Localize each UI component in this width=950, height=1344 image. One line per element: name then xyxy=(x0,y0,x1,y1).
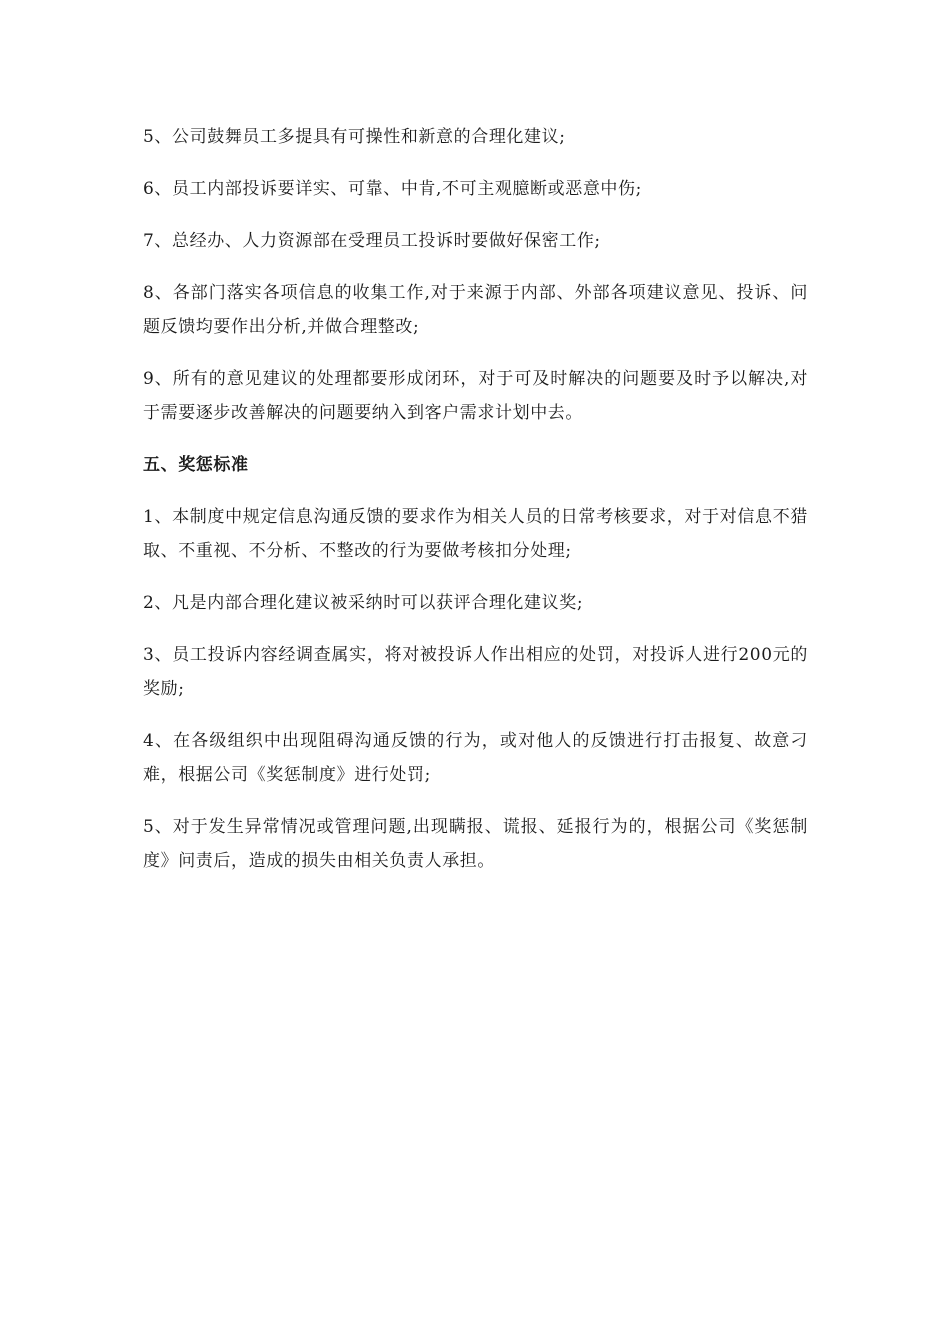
reward-item: 4、在各级组织中出现阻碍沟通反馈的行为，或对他人的反馈进行打击报复、故意刁难，根据公司《奖惩制度》进行处罚; xyxy=(143,731,808,785)
clause-item: 8、各部门落实各项信息的收集工作,对于来源于内部、外部各项建议意见、投诉、问题反馈均要作出分析,并做合理整改; xyxy=(143,283,808,337)
section-heading: 五、奖惩标准 xyxy=(143,455,249,475)
reward-item: 2、凡是内部合理化建议被采纳时可以获评合理化建议奖; xyxy=(143,593,584,613)
reward-item: 1、本制度中规定信息沟通反馈的要求作为相关人员的日常考核要求，对于对信息不猎取、不重视、不分析、不整改的行为要做考核扣分处理; xyxy=(143,507,808,561)
clause-item: 7、总经办、人力资源部在受理员工投诉时要做好保密工作; xyxy=(143,231,601,251)
clause-item: 9、所有的意见建议的处理都要形成闭环，对于可及时解决的问题要及时予以解决,对于需要逐步改善解决的问题要纳入到客户需求计划中去。 xyxy=(143,369,808,423)
clause-item: 6、员工内部投诉要详实、可靠、中肯,不可主观臆断或恶意中伤; xyxy=(143,179,642,199)
reward-item: 3、员工投诉内容经调查属实，将对被投诉人作出相应的处罚，对投诉人进行200元的奖励; xyxy=(143,645,808,699)
reward-item: 5、对于发生异常情况或管理问题,出现瞒报、谎报、延报行为的，根据公司《奖惩制度》问责后，造成的损失由相关负责人承担。 xyxy=(143,817,808,871)
document-body xyxy=(143,120,808,896)
clause-item: 5、公司鼓舞员工多提具有可操性和新意的合理化建议; xyxy=(143,127,566,147)
